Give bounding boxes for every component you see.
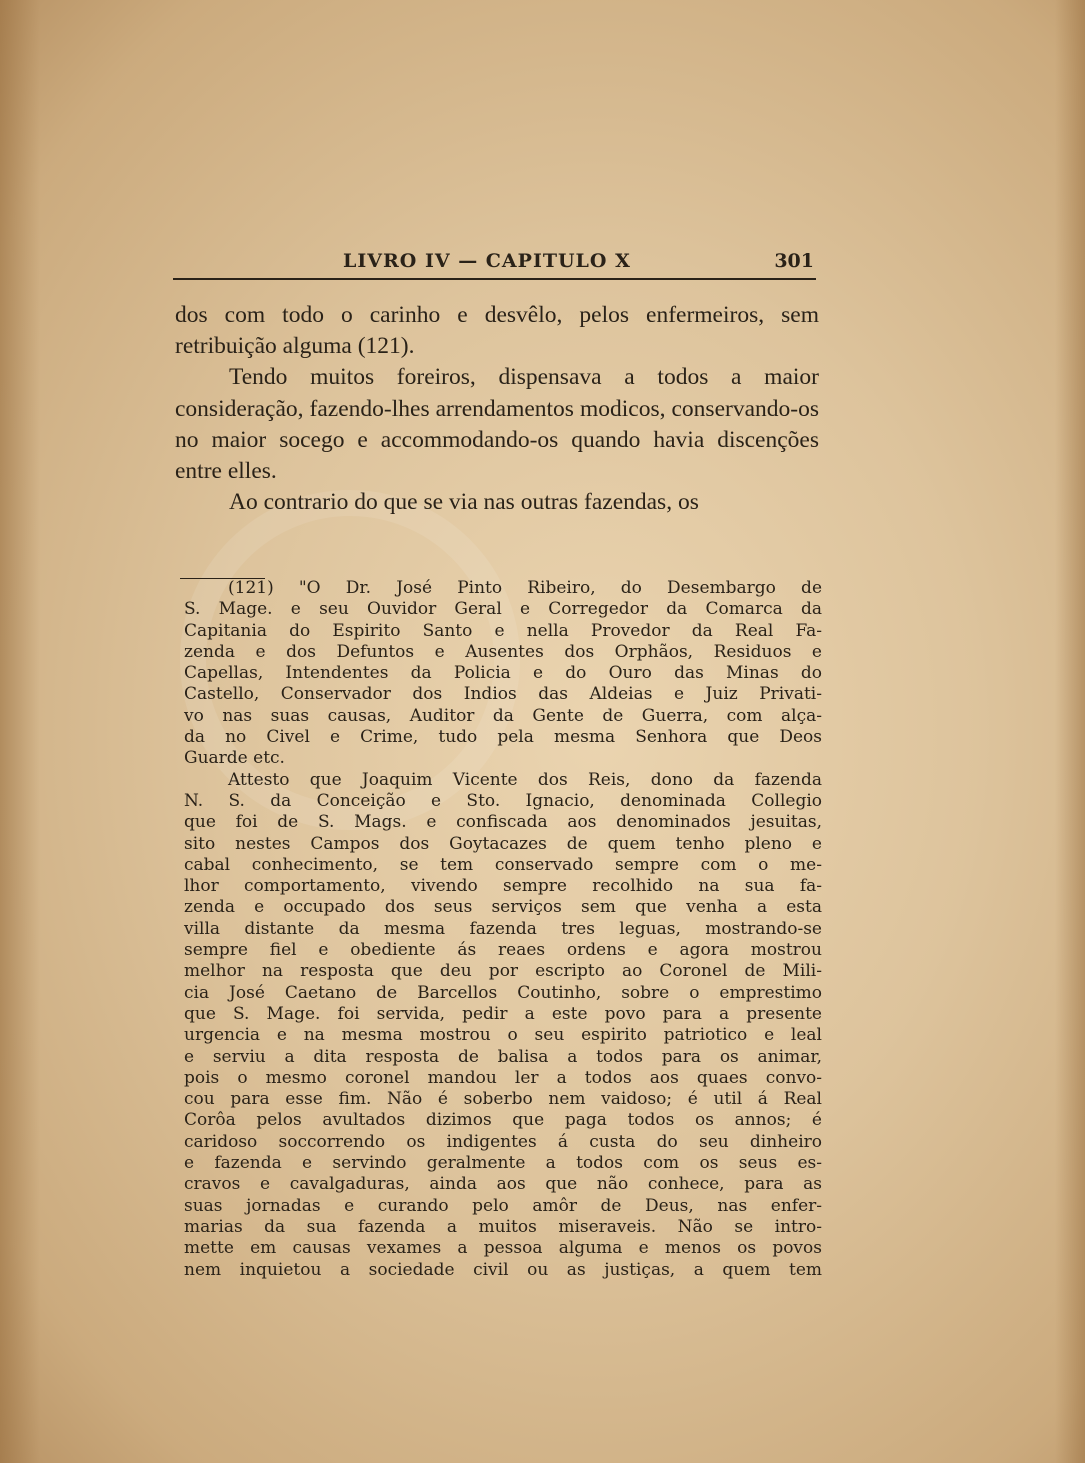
footnote-line: que S. Mage. foi servida, pedir a este povo para a presente — [184, 1003, 822, 1024]
footnote-line: mette em causas vexames a pessoa alguma e menos os povos — [184, 1238, 822, 1259]
footnote-line: cou para esse fim. Não é soberbo nem vaidoso; é util á Real — [184, 1089, 822, 1110]
footnote-line: da no Civel e Crime, tudo pela mesma Senhora que Deos — [184, 727, 822, 748]
footnote-line: marias da sua fazenda a muitos miseraveis. Não se intro- — [184, 1216, 822, 1237]
footnote-line: e serviu a dita resposta de balisa a todos para os animar, — [184, 1046, 822, 1067]
paragraph-2: Tendo muitos foreiros, dispensava a todos a maior consideração, fazendo-lhes arrendamentos modicos, conservando-os no maior socego e accommodando-os quando havia discenções entre elles. — [175, 364, 819, 485]
page-edge-shadow-right — [1055, 0, 1085, 1463]
footnote-line: lhor comportamento, vivendo sempre recolhido na sua fa- — [184, 876, 822, 897]
footnote-line: cabal conhecimento, se tem conservado sempre com o me- — [184, 854, 822, 875]
footnote-line: (121) "O Dr. José Pinto Ribeiro, do Desembargo de — [228, 578, 822, 598]
footnote-line: que foi de S. Mags. e confiscada aos denominados jesuitas, — [184, 812, 822, 833]
footnote-line: N. S. da Conceição e Sto. Ignacio, denominada Collegio — [184, 790, 822, 811]
running-head: LIVRO IV — CAPITULO X — [343, 250, 631, 272]
footnote-line: cia José Caetano de Barcellos Coutinho, sobre o emprestimo — [184, 982, 822, 1003]
footnote-line: Corôa pelos avultados dizimos que paga todos os annos; é — [184, 1110, 822, 1131]
footnote-line: sito nestes Campos dos Goytacazes de quem tenho pleno e — [184, 833, 822, 854]
footnote-121 — [184, 578, 822, 1281]
footnote-line: cravos e cavalgaduras, ainda aos que não conhece, para as — [184, 1174, 822, 1195]
footnote-line: zenda e occupado dos seus serviços sem que venha a esta — [184, 897, 822, 918]
body-text — [175, 300, 819, 518]
footnote-line: Capellas, Intendentes da Policia e do Ouro das Minas do — [184, 663, 822, 684]
footnote-line: villa distante da mesma fazenda tres leguas, mostrando-se — [184, 918, 822, 939]
footnote-line: e fazenda e servindo geralmente a todos com os seus es- — [184, 1153, 822, 1174]
footnote-line: Attesto que Joaquim Vicente dos Reis, dono da fazenda — [228, 769, 822, 790]
page-edge-shadow-left — [0, 0, 40, 1463]
paragraph-3: Ao contrario do que se via nas outras fazendas, os — [229, 489, 699, 516]
footnote-line: suas jornadas e curando pelo amôr de Deus, nas enfer- — [184, 1195, 822, 1216]
footnote-line: melhor na resposta que deu por escripto ao Coronel de Mili- — [184, 961, 822, 982]
footnote-line: nem inquietou a sociedade civil ou as justiças, a quem tem — [184, 1259, 822, 1280]
footnote-line: pois o mesmo coronel mandou ler a todos aos quaes convo- — [184, 1067, 822, 1088]
footnote-line: Capitania do Espirito Santo e nella Provedor da Real Fa- — [184, 620, 822, 641]
footnote-line: Guarde etc. — [184, 748, 285, 769]
footnote-line: zenda e dos Defuntos e Ausentes dos Orphãos, Residuos e — [184, 641, 822, 662]
paragraph-1: dos com todo o carinho e desvêlo, pelos enfermeiros, sem retribuição alguma (121). — [175, 302, 819, 360]
footnote-line: S. Mage. e seu Ouvidor Geral e Corregedor da Comarca da — [184, 599, 822, 620]
footnote-line: vo nas suas causas, Auditor da Gente de Guerra, com alça- — [184, 705, 822, 726]
footnote-line: urgencia e na mesma mostrou o seu espirito patriotico e leal — [184, 1025, 822, 1046]
footnote-line: sempre fiel e obediente ás reaes ordens e agora mostrou — [184, 940, 822, 961]
page-header — [173, 250, 816, 280]
page-number: 301 — [774, 250, 814, 272]
footnote-line: Castello, Conservador dos Indios das Aldeias e Juiz Privati- — [184, 684, 822, 705]
footnote-line: caridoso soccorrendo os indigentes á custa do seu dinheiro — [184, 1131, 822, 1152]
